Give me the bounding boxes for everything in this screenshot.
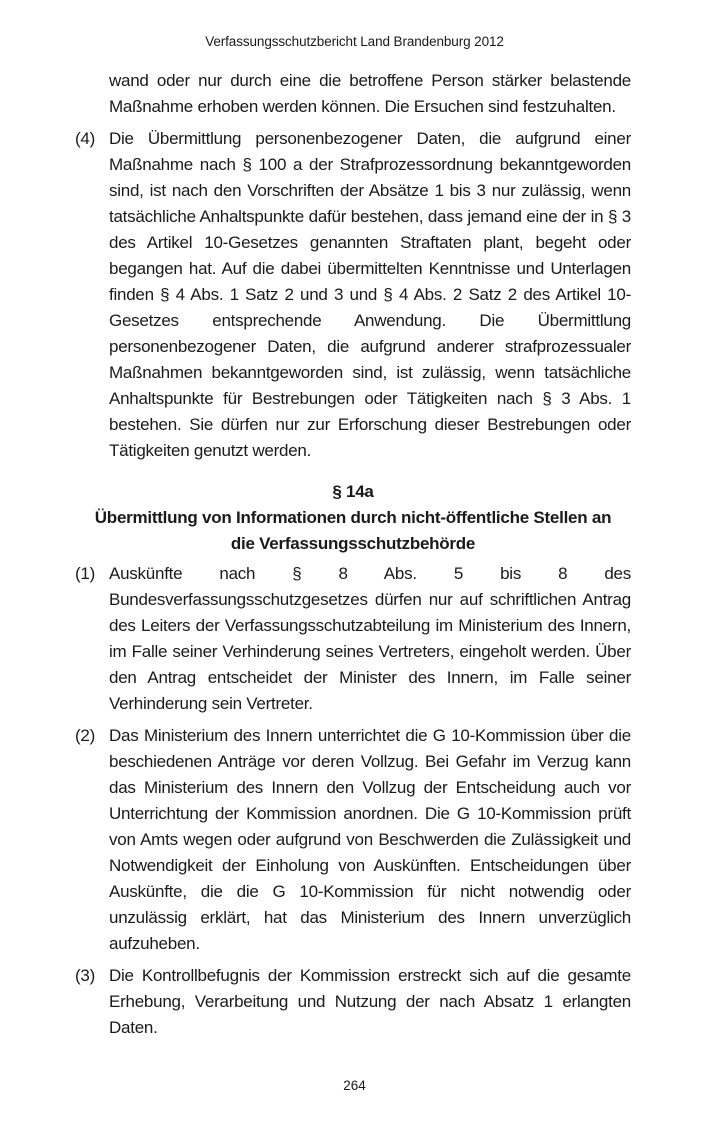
page-number: 264 [343, 1078, 366, 1093]
section-item-2 [75, 723, 631, 957]
item-number: (2) [75, 726, 96, 745]
running-header: Verfassungsschutzbericht Land Brandenburg 2012 [205, 34, 504, 49]
page-body [75, 68, 631, 1041]
item-number: (1) [75, 564, 96, 583]
section-number: § 14a [332, 482, 374, 501]
item-text: Die Kontrollbefugnis der Kommission erstreckt sich auf die gesamte Erhebung, Verarbeitung und Nutzung der nach Absatz 1 erlangten Daten. [109, 966, 631, 1037]
section-item-3 [75, 963, 631, 1041]
paragraph-text: Die Übermittlung personenbezogener Daten, die aufgrund einer Maßnahme nach § 100 a der Strafprozessordnung bekanntgeworden sind, ist nach den Vorschriften der Absätze 1 bis 3 nur zulässig, wenn tatsächliche Anhaltspunkte dafür bestehen, dass jemand eine der in § 3 des Artikel 10-Gesetzes genannten Straftaten plant, begeht oder begangen hat. Auf die dabei übermittelten Kenntnisse und Unterlagen finden § 4 Abs. 1 Satz 2 und 3 und § 4 Abs. 2 Satz 2 des Artikel 10-Gesetzes entsprechende Anwendung. Die Übermittlung personenbezogener Daten, die aufgrund anderer strafprozessualer Maßnahmen bekanntgeworden sind, ist zulässig, wenn tatsächliche Anhaltspunkte für Bestrebungen oder Tätigkeiten nach § 3 Abs. 1 bestehen. Sie dürfen nur zur Erforschung dieser Bestrebungen oder Tätigkeiten genutzt werden. [109, 129, 631, 460]
item-number: (3) [75, 966, 96, 985]
item-text: Das Ministerium des Innern unterrichtet die G 10-Kommission über die beschiedenen Anträge vor deren Vollzug. Bei Gefahr im Verzug kann das Ministerium des Innern den Vollzug der Entscheidung auch vor Unterrichtung der Kommission anordnen. Die G 10-Kommission prüft von Amts wegen oder aufgrund von Beschwerden die Zulässigkeit und Notwendigkeit der Einholung von Auskünften. Entscheidungen über Auskünfte, die die G 10-Kommission für nicht notwendig oder unzulässig erklärt, hat das Ministerium des Innern unverzüglich aufzuheben. [109, 726, 631, 953]
section-item-1 [75, 561, 631, 717]
paragraph-number: (4) [75, 129, 96, 148]
paragraph-4 [75, 126, 631, 464]
item-text: Auskünfte nach § 8 Abs. 5 bis 8 des Bundesverfassungsschutzgesetzes dürfen nur auf schriftlichen Antrag des Leiters der Verfassungsschutzabteilung im Ministerium des Innern, im Falle seiner Verhinderung seines Vertreters, eingeholt werden. Über den Antrag entscheidet der Minister des Innern, im Falle seiner Verhinderung sein Vertreter. [109, 564, 631, 713]
continuation-paragraph: wand oder nur durch eine die betroffene Person stärker belastende Maßnahme erhoben werden können. Die Ersuchen sind festzuhalten. [109, 71, 631, 116]
section-title: Übermittlung von Informationen durch nicht-öffentliche Stellen an die Verfassungsschutzbehörde [94, 508, 612, 553]
